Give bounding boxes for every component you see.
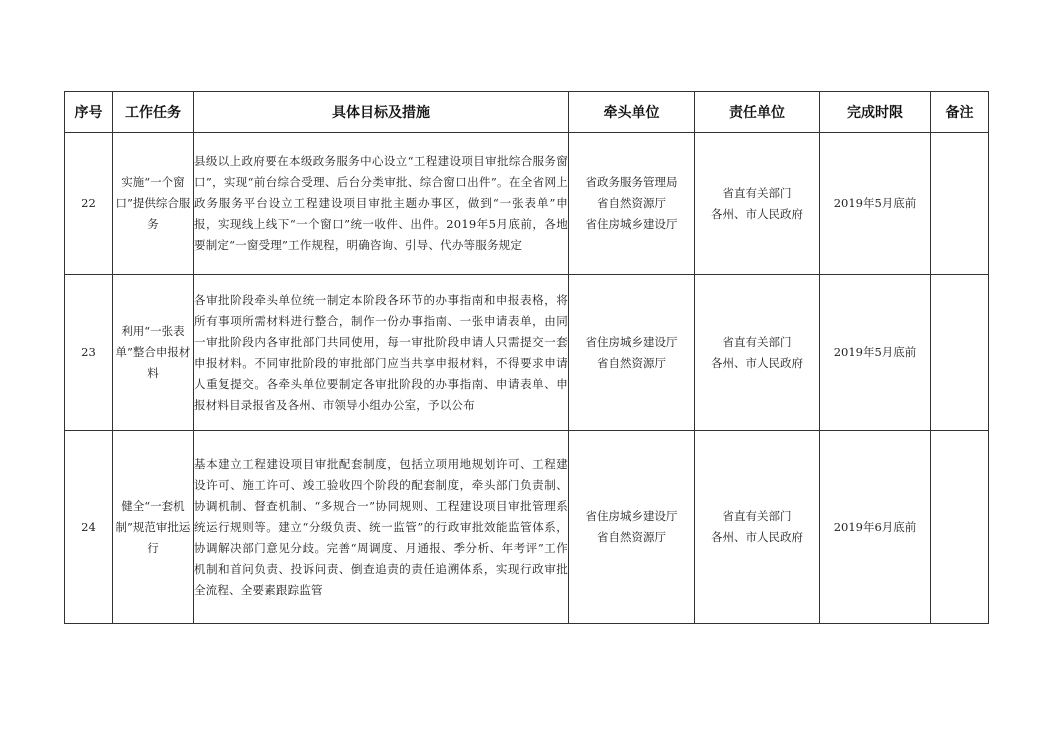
responsible-unit-line: 省直有关部门 (722, 509, 792, 523)
row-responsible-unit (695, 431, 820, 624)
row-task: 健全“一套机制”规范审批运行 (113, 431, 194, 624)
header-deadline: 完成时限 (820, 92, 931, 133)
header-remarks: 备注 (931, 92, 989, 133)
responsible-unit-line: 各州、市人民政府 (711, 206, 803, 221)
row-task: 实施“一个窗口”提供综合服务 (113, 133, 194, 275)
work-task-table (64, 91, 989, 624)
responsible-unit-line: 各州、市人民政府 (711, 355, 803, 370)
lead-unit-line: 省住房城乡建设厅 (585, 217, 678, 231)
lead-unit-line: 省政务服务管理局 (585, 175, 678, 189)
table-row (65, 275, 989, 431)
row-measures: 县级以上政府要在本级政务服务中心设立“工程建设项目审批综合服务窗口”，实现“前台综合受理、后台分类审批、综合窗口出件”。在全省网上政务服务平台设立工程建设项目审批主题办事区，做到“一张表单”申报，实现线上线下“一个窗口”统一收件、出件。2019年5月底前，各地要制定“一窗受理”工作规程，明确咨询、引导、代办等服务规定 (194, 133, 569, 275)
row-responsible-unit (695, 275, 820, 431)
row-remarks (931, 431, 989, 624)
row-no: 24 (65, 431, 113, 624)
header-task: 工作任务 (113, 92, 194, 133)
row-no: 22 (65, 133, 113, 275)
row-responsible-unit (695, 133, 820, 275)
row-lead-unit (569, 275, 695, 431)
lead-unit-line: 省住房城乡建设厅 (585, 334, 678, 349)
header-row (65, 92, 989, 133)
row-deadline: 2019年6月底前 (820, 431, 931, 624)
row-lead-unit (569, 431, 695, 624)
row-remarks (931, 133, 989, 275)
responsible-unit-line: 各州、市人民政府 (711, 530, 803, 544)
table-row (65, 133, 989, 275)
header-measures: 具体目标及措施 (194, 92, 569, 133)
table-row (65, 431, 989, 624)
responsible-unit-line: 省直有关部门 (722, 185, 792, 200)
header-responsible-unit: 责任单位 (695, 92, 820, 133)
responsible-unit-line: 省直有关部门 (722, 334, 792, 349)
lead-unit-line: 省自然资源厅 (597, 196, 666, 210)
lead-unit-line: 省自然资源厅 (597, 355, 666, 370)
lead-unit-line: 省住房城乡建设厅 (585, 509, 678, 523)
row-measures: 基本建立工程建设项目审批配套制度，包括立项用地规划许可、工程建设许可、施工许可、竣工验收四个阶段的配套制度，牵头部门负责制、协调机制、督查机制、“多规合一”协同规则、工程建设项目审批管理系统运行规则等。建立“分级负责、统一监管”的行政审批效能监管体系，协调解决部门意见分歧。完善“周调度、月通报、季分析、年考评”工作机制和首问负责、投诉问责、倒查追责的责任追溯体系，实现行政审批全流程、全要素跟踪监管 (194, 431, 569, 624)
row-deadline: 2019年5月底前 (820, 133, 931, 275)
row-lead-unit (569, 133, 695, 275)
header-lead-unit: 牵头单位 (569, 92, 695, 133)
row-task: 利用“一张表单”整合申报材料 (113, 275, 194, 431)
lead-unit-line: 省自然资源厅 (597, 530, 666, 544)
row-deadline: 2019年5月底前 (820, 275, 931, 431)
row-no: 23 (65, 275, 113, 431)
row-measures: 各审批阶段牵头单位统一制定本阶段各环节的办事指南和申报表格，将所有事项所需材料进行整合，制作一份办事指南、一张申请表单，由同一审批阶段内各审批部门共同使用，每一审批阶段申请人只需提交一套申报材料。不同审批阶段的审批部门应当共享申报材料，不得要求申请人重复提交。各牵头单位要制定各审批阶段的办事指南、申请表单、申报材料目录报省及各州、市领导小组办公室，予以公布 (194, 275, 569, 431)
header-no: 序号 (65, 92, 113, 133)
row-remarks (931, 275, 989, 431)
